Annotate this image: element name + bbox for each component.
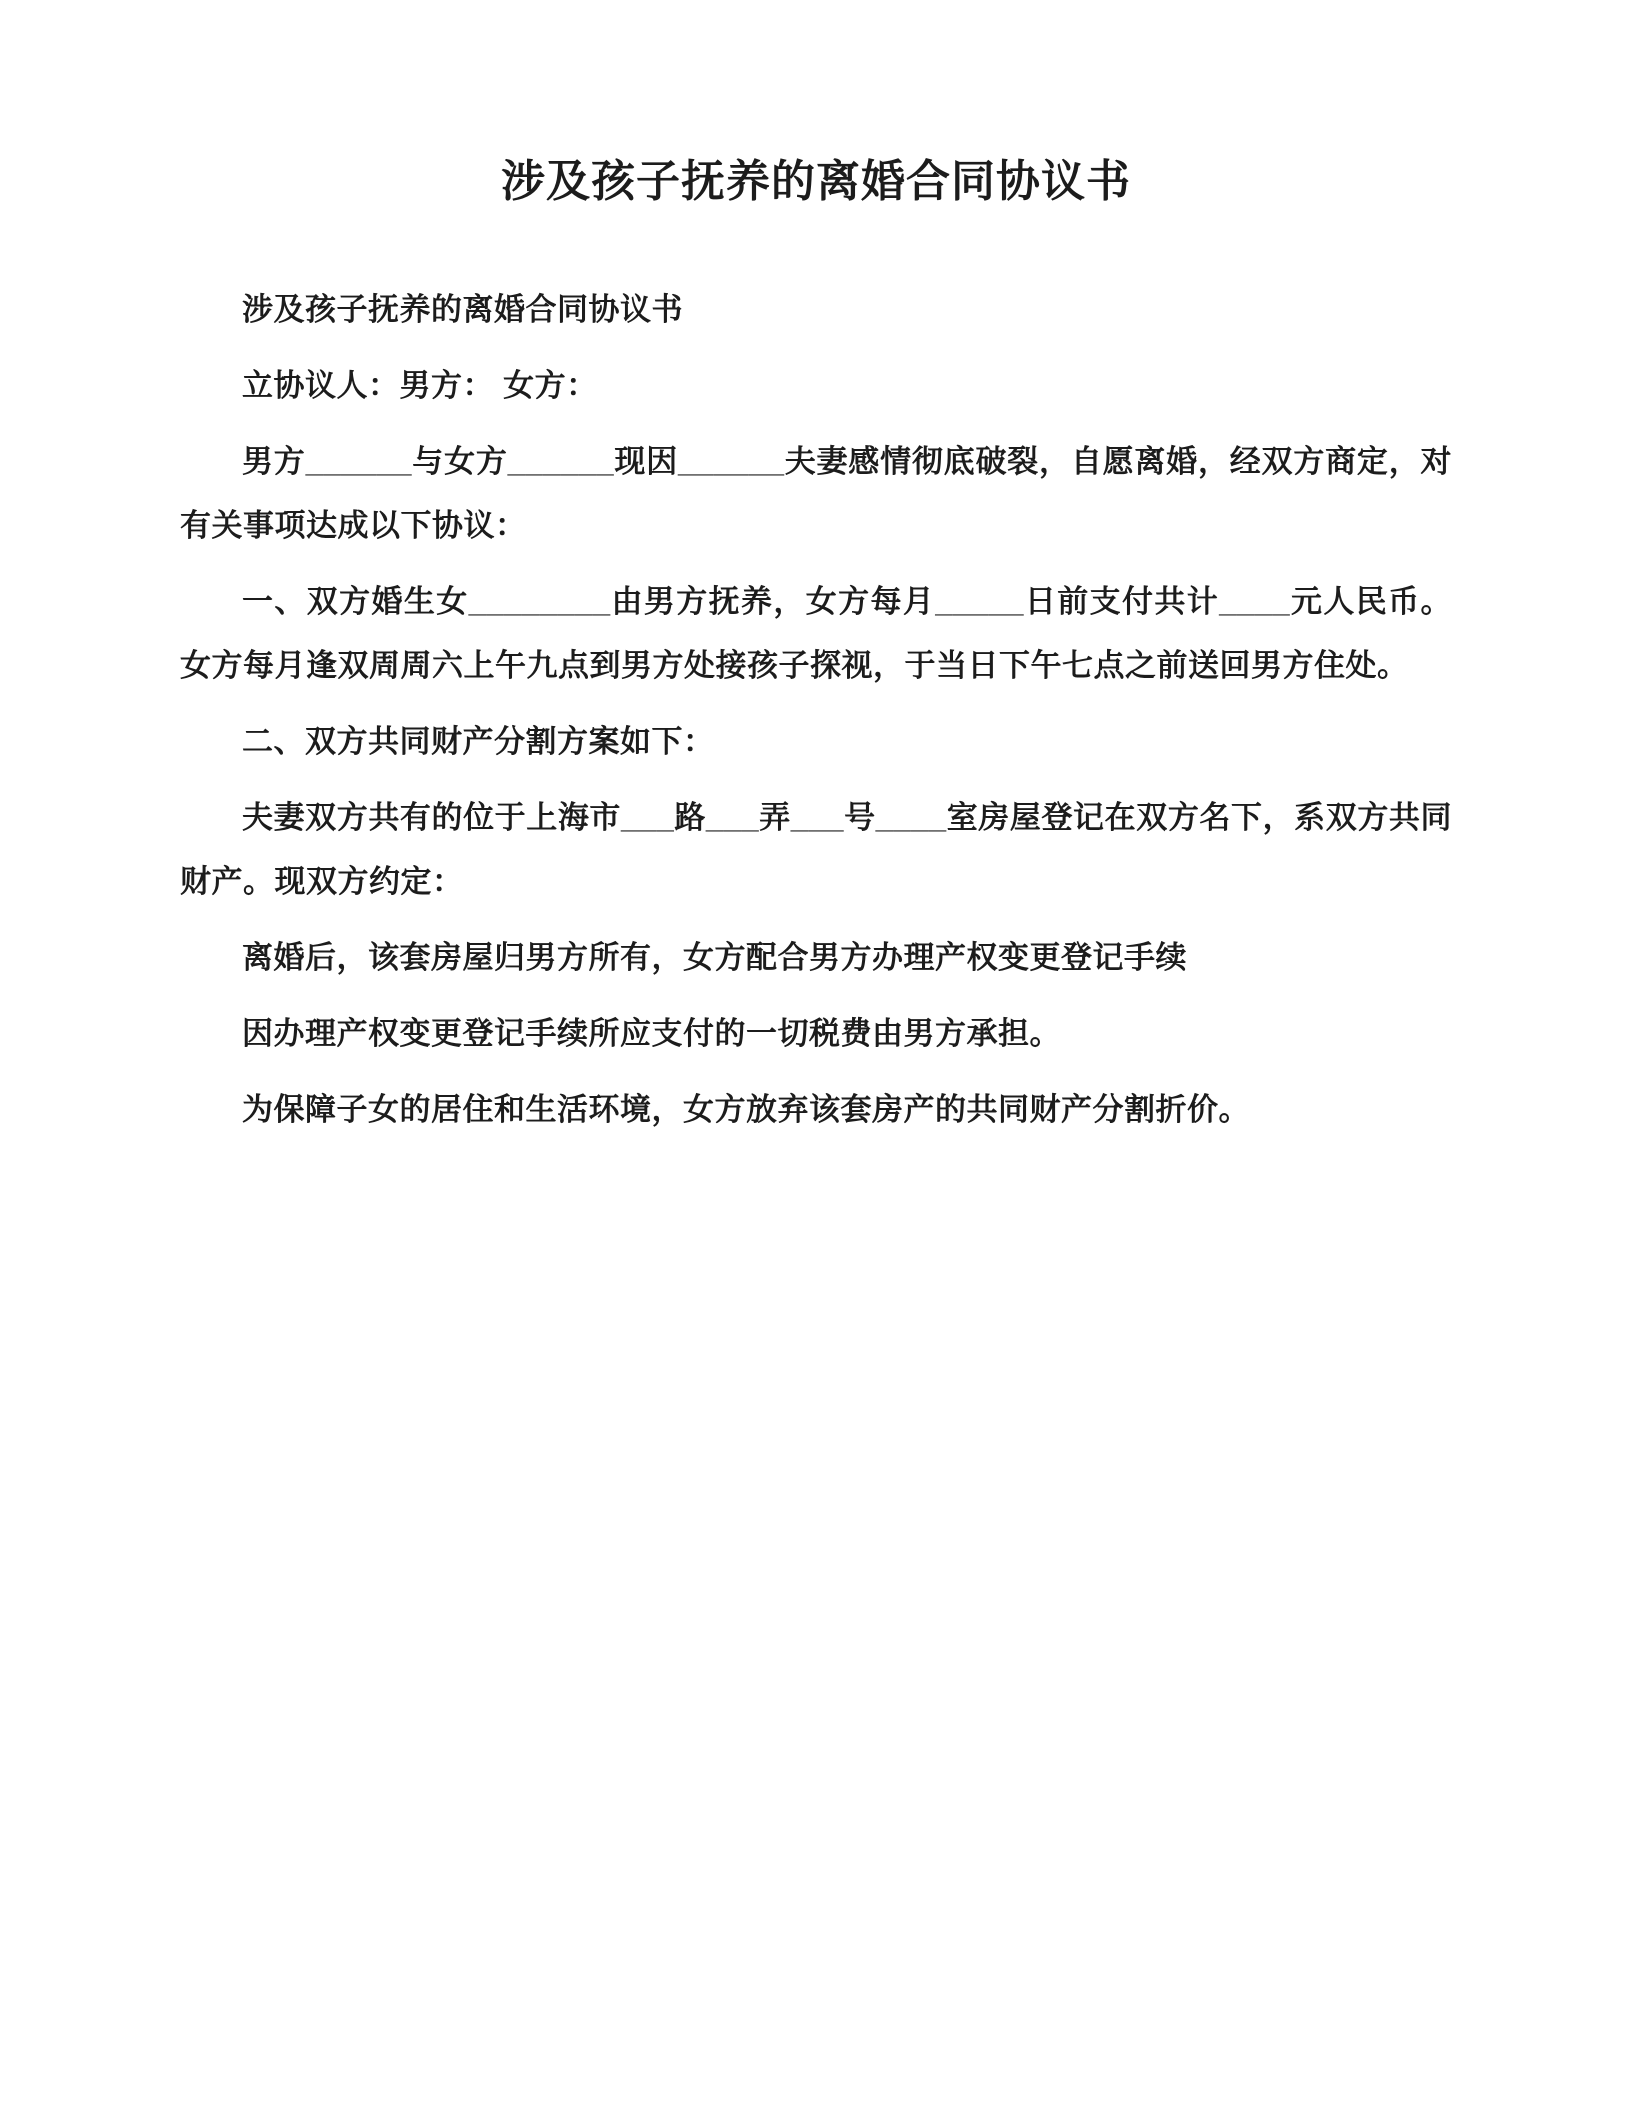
paragraph-clause-2-heading: 二、双方共同财产分割方案如下： [242,724,715,759]
paragraph-property-ownership: 离婚后，该套房屋归男方所有，女方配合男方办理产权变更登记手续 [242,940,1187,975]
paragraph-clause-1-custody: 一、双方婚生女________由男方抚养，女方每月_____日前支付共计____元人民币。女方每月逢双周周六上午九点到男方处接孩子探视，于当日下午七点之前送回男方住处。 [180,584,1452,683]
paragraph-waiver: 为保障子女的居住和生活环境，女方放弃该套房产的共同财产分割折价。 [242,1092,1250,1127]
paragraph-property-description: 夫妻双方共有的位于上海市___路___弄___号____室房屋登记在双方名下，系双方共同财产。现双方约定： [180,800,1452,899]
paragraph-parties: 立协议人：男方： 女方： [242,368,598,403]
paragraph-taxes: 因办理产权变更登记手续所应支付的一切税费由男方承担。 [242,1016,1061,1051]
paragraph-subtitle: 涉及孩子抚养的离婚合同协议书 [242,292,683,327]
document-title: 涉及孩子抚养的离婚合同协议书 [501,157,1131,206]
paragraph-preamble: 男方______与女方______现因______夫妻感情彻底破裂，自愿离婚，经双方商定，对有关事项达成以下协议： [180,444,1452,543]
